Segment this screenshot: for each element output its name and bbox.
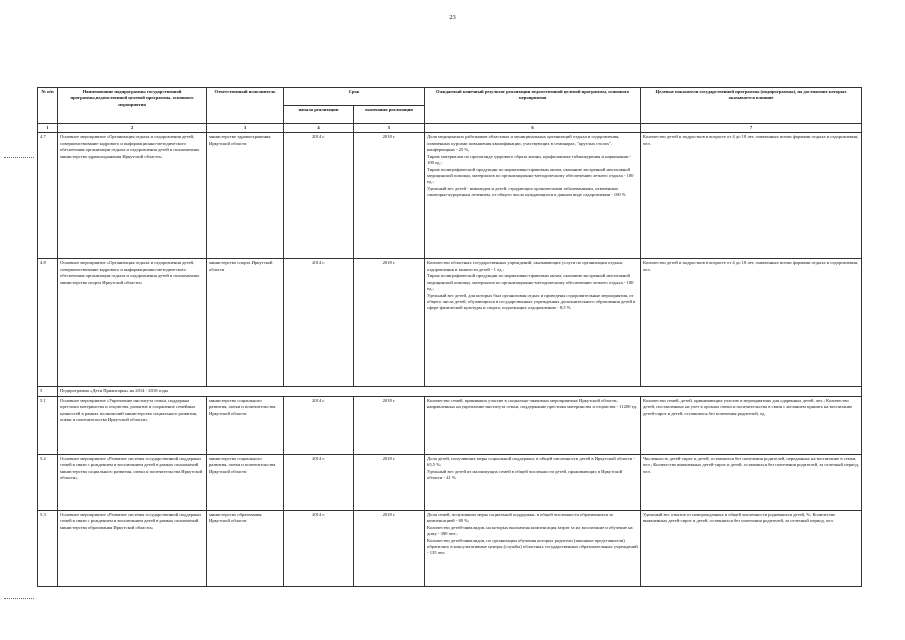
expected-result <box>425 133 641 259</box>
target-indicators: Количество детей и подростков в возрасте от 4 до 18 лет, охваченных всеми формами отдыха и оздоровления, чел. <box>641 133 862 259</box>
result-item: Тираж полиграфической продукции по нормативно-правовым актам, оказанию экстренной неотложной медицинской помощи, материалов по организационно-методическому обеспечению летнего отдыха - 100 ед.; <box>427 166 634 185</box>
expected-result <box>425 396 641 454</box>
end-year: 2018 г. <box>354 133 425 259</box>
column-number: 1 <box>38 124 58 133</box>
column-number: 6 <box>425 124 641 133</box>
result-item: Доля детей, получивших меры социальной поддержки, в общей численности детей в Иркутской области - 65,5 %; <box>427 455 635 468</box>
responsible-executor: министерство социального развития, опеки и попечительства Иркутской области <box>207 454 284 510</box>
result-item: Количество детей-инвалидов, на которых выплачена компенсация затрат за их воспитание и обучение на дому - 390 чел.; <box>427 524 633 537</box>
result-item: Количество семей, принявших участие в социально-значимых мероприятиях Иркутской области, направленных на укрепление института семьи, поддержание престижа материнства и отцовства - 11200 ед. <box>427 397 638 410</box>
column-number: 7 <box>641 124 862 133</box>
table-row <box>38 396 862 454</box>
program-table <box>37 87 862 587</box>
result-item: Доля медицинских работников областных и муниципальных организаций отдыха и оздоровления, охваченных курсами повышения квалификации, участвующих в семинарах, "круглых столах", конференциях - 25 %, <box>427 134 620 153</box>
header-responsible: Ответственный исполнитель <box>207 88 284 124</box>
table-header-row <box>38 88 862 106</box>
row-number: 4.7 <box>38 133 58 259</box>
target-indicators: Численность детей-сирот и детей, оставшихся без попечения родителей, переданных на воспитание в семьи, чел.; Количество выявленных детей-сирот и детей, оставшихся без попечения родителей, за отчетный период, чел. <box>641 454 862 510</box>
target-indicators: Удельный вес отказов от новорожденных в общей численности родившихся детей, %; Количество выявленных детей-сирот и детей, оставшихся без попечения родителей, за отчетный период, чел. <box>641 510 862 586</box>
table-row <box>38 510 862 586</box>
header-term-end: окончания реализации <box>354 106 425 124</box>
table-row <box>38 133 862 259</box>
row-number: 5.3 <box>38 510 58 586</box>
expected-result <box>425 454 641 510</box>
target-indicators: Количество семей, детей, принимающих участие в мероприятиях для одаренных детей, чел.; Количество детей, поставленных на учет в органах опеки и попечительства в связи с желанием принять на воспитание детей-сирот и детей, оставшихся без попечения родителей, ед. <box>641 396 862 454</box>
row-number: 4.8 <box>38 259 58 387</box>
start-year: 2014 г. <box>284 133 354 259</box>
subprogram-title: Подпрограмма «Дети Приангарья» на 2014 - 2018 годы <box>58 387 862 396</box>
measure-name: Основное мероприятие «Укрепление института семьи, поддержка престижа материнства и отцовства, развитие и сохранение семейных ценностей в рамках полномочий министерства социального развития, опеки и попечительства Иркутской области» <box>58 396 207 454</box>
responsible-executor: министерство социального развития, опеки и попечительства Иркутской области <box>207 396 284 454</box>
margin-mark <box>4 157 34 158</box>
start-year: 2014 г. <box>284 510 354 586</box>
expected-result <box>425 259 641 387</box>
expected-result <box>425 510 641 586</box>
responsible-executor: министерство здравоохранения Иркутской области <box>207 133 284 259</box>
measure-name: Основное мероприятие «Развитие системы государственной поддержки семей в связи с рождением и воспитанием детей в рамках полномочий министерства образования Иркутской области» <box>58 510 207 586</box>
column-number: 2 <box>58 124 207 133</box>
start-year: 2014 г. <box>284 396 354 454</box>
target-indicators: Количество детей и подростков в возрасте от 4 до 18 лет, охваченных всеми формами отдыха и оздоровления, чел. <box>641 259 862 387</box>
result-item: Количество областных государственных учреждений, оказывающих услуги по организации отдыха, оздоровления и занятости детей - 1 ед.; <box>427 260 624 272</box>
result-item: Удельный вес детей - инвалидов и детей, страдающих хроническими заболеваниями, охваченных санаторно-курортным лечением, от общего числа нуждающихся в данном виде оздоровления - 100 % <box>427 185 626 198</box>
end-year: 2018 г. <box>354 259 425 387</box>
measure-name: Основное мероприятие «Организация отдыха и оздоровления детей, совершенствование кадрового и информационно-методического обеспечения организации отдыха и оздоровления детей в полномочиях министерства спорта Иркутской области» <box>58 259 207 387</box>
column-number: 5 <box>354 124 425 133</box>
result-item: Удельный вес детей, для которых был организован отдых и проведены оздоровительные мероприятия, от общего числа детей, обучающихся в государственных учреждениях дополнительного образования детей в сфере физической культуры и спорта, подлежащих оздоровлению - 8,5 % <box>427 292 636 311</box>
row-number: 5.2 <box>38 454 58 510</box>
row-number: 5 <box>38 387 58 396</box>
column-number-row <box>38 124 862 133</box>
result-item: Количество детей-инвалидов, по организации обучения которых родители (законные представители) обратились в консультативные центры (службы) областных государственных образовательных учреждений - 135 чел. <box>427 537 638 556</box>
end-year: 2018 г. <box>354 510 425 586</box>
table-row <box>38 454 862 510</box>
header-expected: Ожидаемый конечный результат реализации ведомственной целевой программы, основного мероприятия <box>425 88 641 124</box>
row-number: 5.1 <box>38 396 58 454</box>
header-name: Наименование подпрограммы государственной программы,ведомственной целевой программы, основного мероприятия <box>58 88 207 124</box>
measure-name: Основное мероприятие «Организация отдыха и оздоровления детей, совершенствование кадрового и информационно-методического обеспечения организации отдыха и оздоровления детей в полномочиях министерства здравоохранения Иркутской области» <box>58 133 207 259</box>
column-number: 4 <box>284 124 354 133</box>
header-num: № п/п <box>38 88 58 124</box>
table-row <box>38 259 862 387</box>
result-item: Тираж материалов по пропаганде здорового образа жизни, профилактике табакокурения и наркомании - 100 ед.; <box>427 153 632 166</box>
subprogram-row <box>38 387 862 396</box>
header-term: Срок <box>284 88 425 106</box>
margin-mark <box>4 598 34 599</box>
responsible-executor: министерство образования Иркутской области <box>207 510 284 586</box>
responsible-executor: министерство спорта Иркутской области <box>207 259 284 387</box>
result-item: Удельный вес детей из малоимущих семей в общей численности детей, проживающих в Иркутской области - 41 % <box>427 468 623 481</box>
measure-name: Основное мероприятие «Развитие системы государственной поддержки семей в связи с рождением и воспитанием детей в рамках полномочий министерства социального развития, опеки и попечительства Иркутской области» <box>58 454 207 510</box>
start-year: 2014 г. <box>284 454 354 510</box>
result-item: Тираж полиграфической продукции по нормативно-правовым актам, оказанию экстренной неотложной медицинской помощи, материалов по организационно-методическому обеспечению летнего отдыха - 100 ед.; <box>427 273 634 292</box>
end-year: 2018 г. <box>354 454 425 510</box>
start-year: 2014 г. <box>284 259 354 387</box>
header-term-start: начала реализации <box>284 106 354 124</box>
column-number: 3 <box>207 124 284 133</box>
page-number: 23 <box>449 14 456 21</box>
end-year: 2018 г. <box>354 396 425 454</box>
result-item: Доля семей, получивших меры социальной поддержки, в общей численности обратившихся за компенсацией - 80 %; <box>427 511 613 524</box>
header-targets: Целевые показатели государственной программы (подпрограммы), на достижение которых оказывается влияние <box>641 88 862 124</box>
